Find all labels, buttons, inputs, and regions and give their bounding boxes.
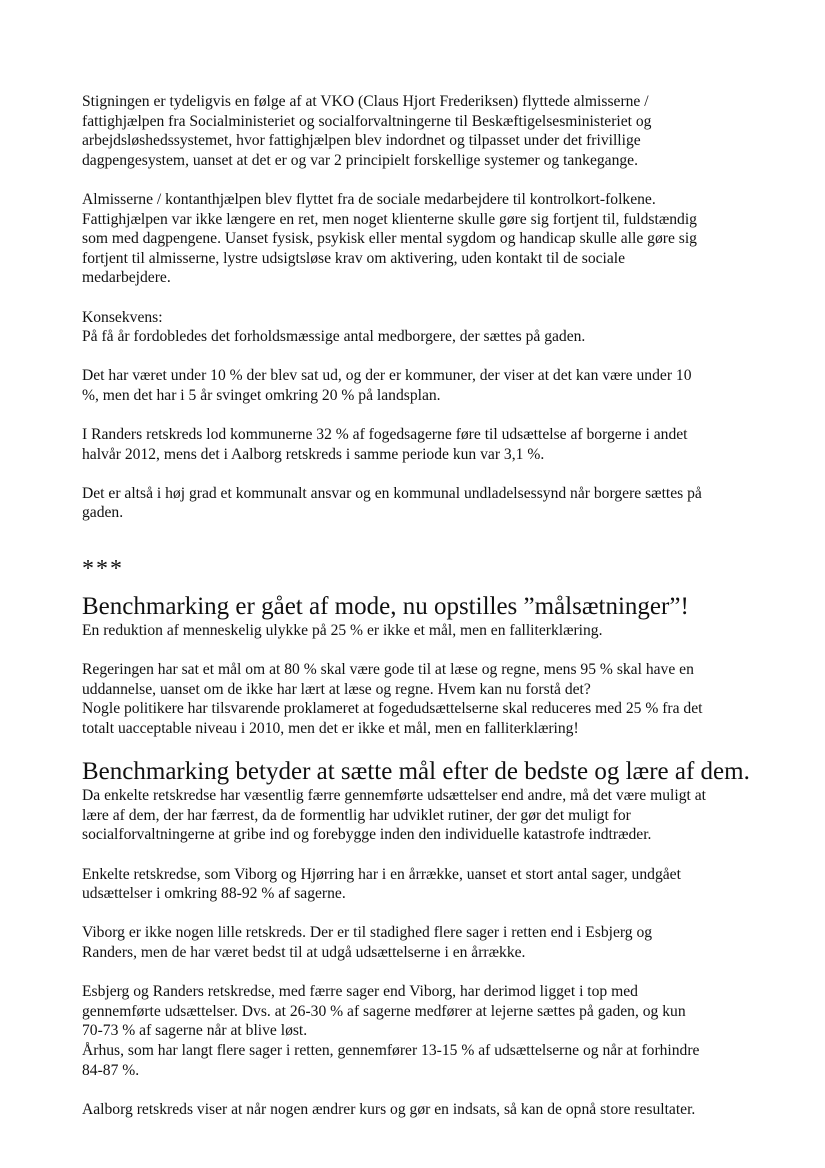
paragraph-aalborg-resultater: Aalborg retskreds viser at når nogen ændrer kurs og gør en indsats, så kan de opnå store resultater. — [82, 1100, 696, 1118]
paragraph-viborg-retskreds: Viborg er ikke nogen lille retskreds. Der er til stadighed flere sager i retten end i Esbjerg og Randers, men de har været bedst til at udgå udsættelserne i en årrække. — [82, 924, 653, 961]
paragraph-ten-percent: Det har været under 10 % der blev sat ud, og der er kommuner, der viser at det kan være under 10 %, men det har i 5 år svinget omkring 20 % på landsplan. — [82, 367, 692, 404]
paragraph-laere-af-dem: Da enkelte retskredse har væsentlig færre gennemførte udsættelser end andre, må det være muligt at lære af dem, der har færrest, da de formentlig har udviklet rutiner, der gør det muligt for socialforvaltningerne at gribe ind og forebygge inden den individuelle katastrofe indtræder. — [82, 787, 706, 844]
paragraph-kommunalt-ansvar: Det er altså i høj grad et kommunalt ansvar og en kommunal undladelsessynd når borgere sættes på gaden. — [82, 484, 702, 522]
heading-benchmarking-betyder: Benchmarking betyder at sætte mål efter de bedste og lære af dem. — [82, 758, 750, 786]
paragraph-viborg-hjoerring: Enkelte retskredse, som Viborg og Hjørring har i en årrække, uanset et stort antal sager, undgået udsættelser i omkring 88-92 % af sagerne. — [82, 865, 681, 903]
heading-benchmarking-mode: Benchmarking er gået af mode, nu opstilles ”målsætninger”! — [82, 593, 689, 621]
paragraph-regeringen-maal: Regeringen har sat et mål om at 80 % skal være gode til at læse og regne, mens 95 % skal have en uddannelse, uanset om de ikke har lært at læse og regne. Hvem kan nu forstå det? Nogle politikere har tilsvarende proklameret at fogedudsættelserne skal reduceres med 25 % fra det totalt uacceptable niveau i 2010, men det er ikke et mål, men en falliterklæring! — [82, 661, 703, 738]
paragraph-vko-move: Stigningen er tydeligvis en følge af at VKO (Claus Hjort Frederiksen) flyttede almisserne / fattighjælpen fra Socialministeriet og socialforvaltningerne til Beskæftigelsesministeriet og arbejdsløshedssystemet, hvor fattighjælpen blev indordnet og tilpasset under det frivillige dagpengesystem, uanset at det er og var 2 principielt forskellige systemer og tankegange. — [82, 93, 652, 169]
paragraph-randers-aalborg: I Randers retskreds lod kommunerne 32 % af fogedsagerne føre til udsættelse af borgerne i andet halvår 2012, mens det i Aalborg retskreds i samme periode kun var 3,1 %. — [82, 426, 688, 463]
paragraph-falliterklaering: En reduktion af menneskelig ulykke på 25 % er ikke et mål, men en falliterklæring. — [82, 622, 603, 640]
paragraph-kontanthjaelp: Almisserne / kontanthjælpen blev flyttet fra de sociale medarbejdere til kontrolkort-folkene. Fattighjælpen var ikke længere en ret, men noget klienterne skulle gøre sig fortjent til, fuldstændig som med dagpengene. Uanset fysisk, psykisk eller mental sygdom og handicap skulle alle gøre sig fortjent til almisserne, lystre udsigtsløse krav om aktivering, uden kontakt til de sociale medarbejdere. — [82, 190, 697, 287]
document-page — [82, 92, 762, 1139]
paragraph-esbjerg-randers: Esbjerg og Randers retskredse, med færre sager end Viborg, har derimod ligget i top med gennemførte udsættelser. Dvs. at 26-30 % af sagerne medfører at lejerne sættes på gaden, og kun 70-73 % af sagerne når at blive løst. Århus, som har langt flere sager i retten, gennemfører 13-15 % af udsættelserne og når at forhindre 84-87 %. — [82, 983, 700, 1079]
section-separator: *** — [82, 556, 124, 583]
paragraph-konsekvens: Konsekvens: På få år fordobledes det forholdsmæssige antal medborgere, der sættes på gaden. — [82, 308, 586, 346]
